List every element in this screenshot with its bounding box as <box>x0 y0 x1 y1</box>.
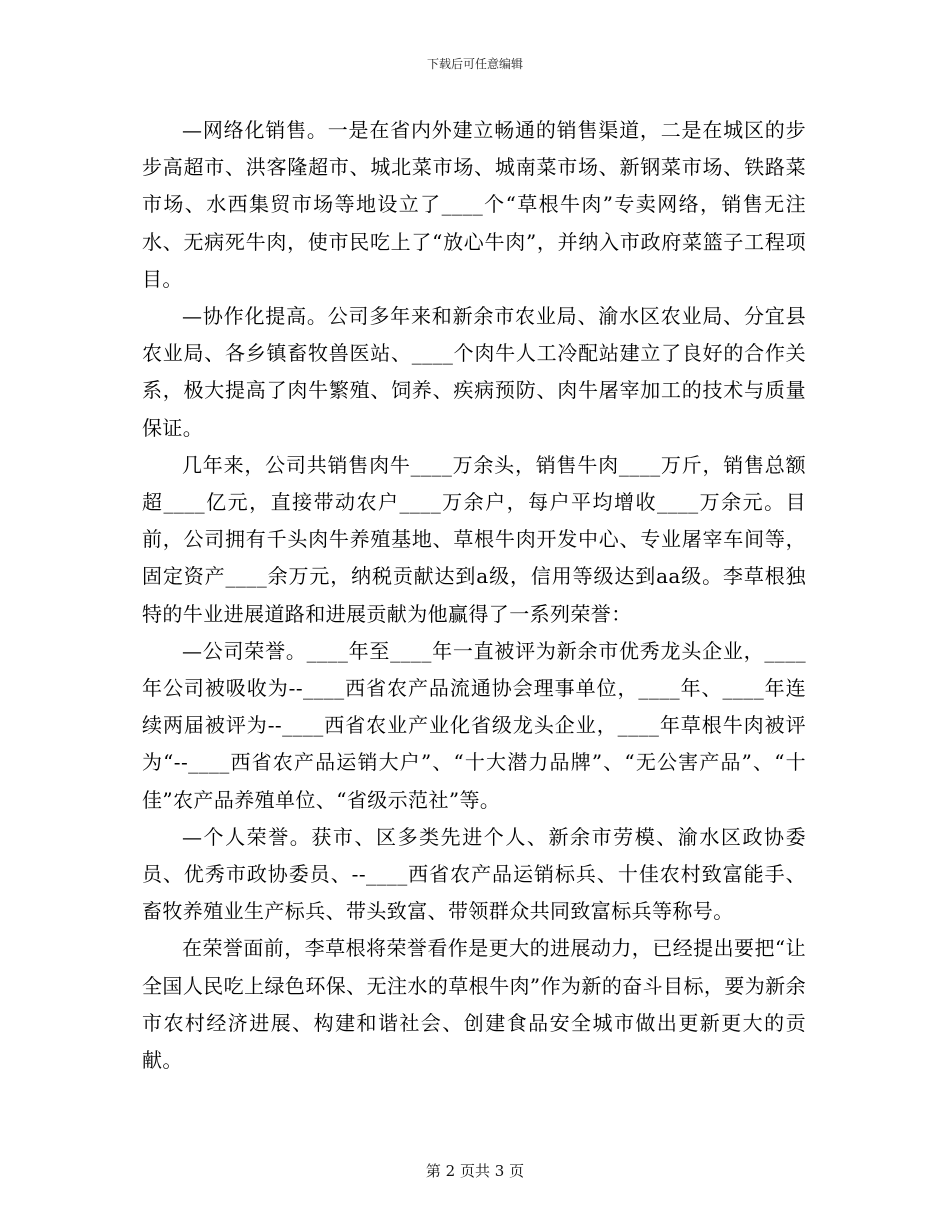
document-body <box>142 112 806 1079</box>
paragraph-company-honors: —公司荣誉。____年至____年一直被评为新余市优秀龙头企业，____年公司被吸收为--____西省农产品流通协会理事单位，____年、____年连续两届被评为--____西省农业产业化省级龙头企业，____年草根牛肉被评为“--____西省农产品运销大户”、“十大潜力品牌”、“无公害产品”、“十佳”农产品养殖单位、“省级示范社”等。 <box>142 638 806 812</box>
paragraph-achievements: 几年来，公司共销售肉牛____万余头，销售牛肉____万斤，销售总额超____亿元，直接带动农户____万余户，每户平均增收____万余元。目前，公司拥有千头肉牛养殖基地、草根牛肉开发中心、专业屠宰车间等，固定资产____余万元，纳税贡献达到a级，信用等级达到aa级。李草根独特的牛业进展道路和进展贡献为他赢得了一系列荣誉： <box>142 452 806 626</box>
page-header: 下载后可任意编辑 <box>426 57 523 71</box>
page-footer: 第 2 页共 3 页 <box>425 1162 525 1180</box>
paragraph-cooperation: —协作化提高。公司多年来和新余市农业局、渝水区农业局、分宜县农业局、各乡镇畜牧兽医站、____个肉牛人工冷配站建立了良好的合作关系，极大提高了肉牛繁殖、饲养、疾病预防、肉牛屠宰加工的技术与质量保证。 <box>142 304 806 440</box>
paragraph-future-goals: 在荣誉面前，李草根将荣誉看作是更大的进展动力，已经提出要把“让全国人民吃上绿色环保、无注水的草根牛肉”作为新的奋斗目标，要为新余市农村经济进展、构建和谐社会、创建食品安全城市做出更新更大的贡献。 <box>142 936 806 1073</box>
paragraph-network-sales: —网络化销售。一是在省内外建立畅通的销售渠道，二是在城区的步步高超市、洪客隆超市、城北菜市场、城南菜市场、新钢菜市场、铁路菜市场、水西集贸市场等地设立了____个“草根牛肉”专卖网络，销售无注水、无病死牛肉，使市民吃上了“放心牛肉”，并纳入市政府菜篮子工程项目。 <box>142 118 806 291</box>
paragraph-personal-honors: —个人荣誉。获市、区多类先进个人、新余市劳模、渝水区政协委员、优秀市政协委员、--____西省农产品运销标兵、十佳农村致富能手、畜牧养殖业生产标兵、带头致富、带领群众共同致富标兵等称号。 <box>142 824 806 924</box>
